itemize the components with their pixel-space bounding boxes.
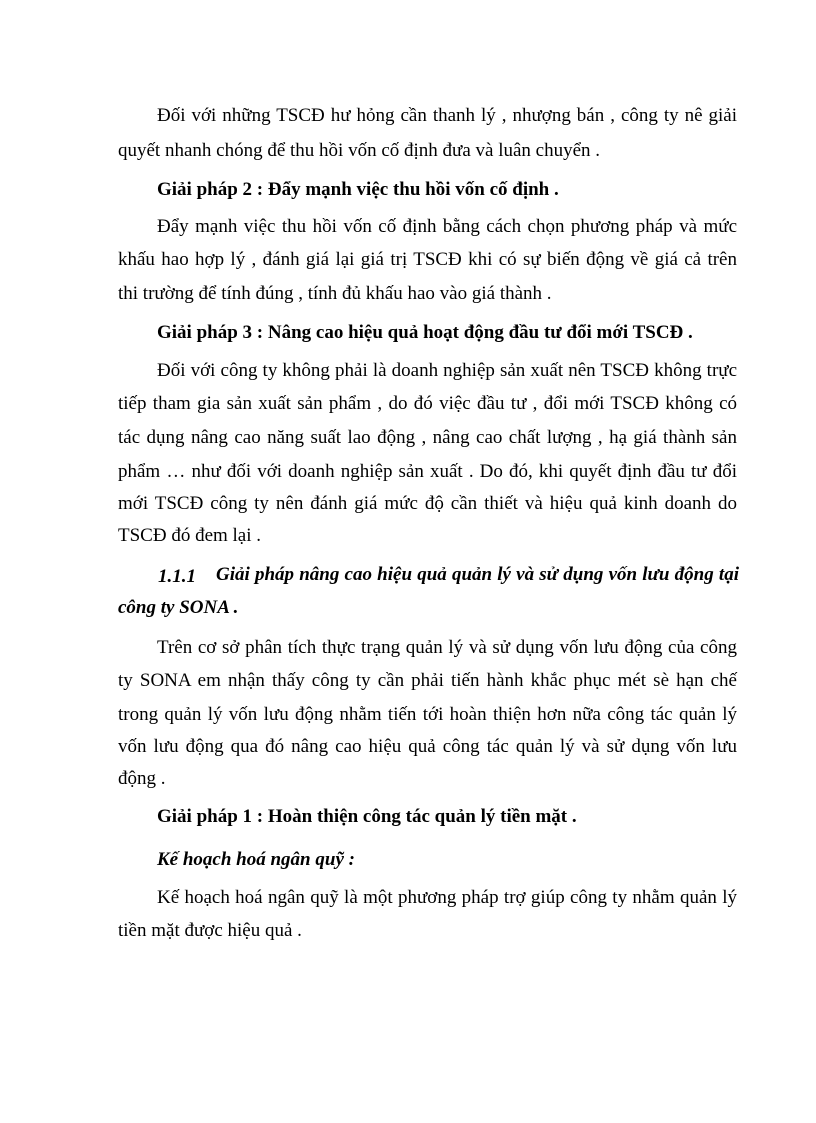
paragraph-4-line-3: trong quản lý vốn lưu động nhằm tiến tới hoàn thiện hơn nữa công tác quản lý xyxy=(118,704,737,725)
paragraph-3-line-6: TSCĐ đó đem lại . xyxy=(118,525,262,546)
heading-solution-2: Giải pháp 2 : Đẩy mạnh việc thu hồi vốn cố định . xyxy=(157,179,559,200)
paragraph-4-line-2: ty SONA em nhận thấy công ty cần phải tiến hành khắc phục mét sè hạn chế xyxy=(118,670,737,691)
section-number: 1.1.1 xyxy=(158,566,196,587)
section-title-line-2: công ty SONA . xyxy=(118,597,239,618)
paragraph-4-line-1: Trên cơ sở phân tích thực trạng quản lý và sử dụng vốn lưu động của công xyxy=(157,637,737,658)
paragraph-1-line-2: quyết nhanh chóng để thu hồi vốn cố định đưa và luân chuyển . xyxy=(118,140,601,161)
paragraph-2-line-3: thi trường để tính đúng , tính đủ khấu hao vào giá thành . xyxy=(118,283,552,304)
heading-solution-1: Giải pháp 1 : Hoàn thiện công tác quản lý tiền mặt . xyxy=(157,806,577,827)
paragraph-2-line-1: Đẩy mạnh việc thu hồi vốn cố định bằng cách chọn phương pháp và mức xyxy=(157,216,737,237)
paragraph-4-line-5: động . xyxy=(118,768,166,789)
paragraph-3-line-2: tiếp tham gia sản xuất sản phẩm , do đó việc đầu tư , đổi mới TSCĐ không có xyxy=(118,393,737,414)
paragraph-3-line-5: mới TSCĐ công ty nên đánh giá mức độ cần thiết và hiệu quả kinh doanh do xyxy=(118,493,737,514)
paragraph-4-line-4: vốn lưu động qua đó nâng cao hiệu quả công tác quản lý và sử dụng vốn lưu xyxy=(118,736,737,757)
paragraph-3-line-1: Đối với công ty không phải là doanh nghiệp sản xuất nên TSCĐ không trực xyxy=(157,360,737,381)
section-title-line-1: Giải pháp nâng cao hiệu quả quản lý và sử dụng vốn lưu động tại xyxy=(216,564,739,585)
sub-heading-cash-budgeting: Kế hoạch hoá ngân quỹ : xyxy=(157,849,355,870)
heading-solution-3: Giải pháp 3 : Nâng cao hiệu quả hoạt động đầu tư đổi mới TSCĐ . xyxy=(157,322,693,343)
paragraph-3-line-3: tác dụng nâng cao năng suất lao động , nâng cao chất lượng , hạ giá thành sản xyxy=(118,427,737,448)
paragraph-5-line-2: tiền mặt được hiệu quả . xyxy=(118,920,302,941)
paragraph-3-line-4: phẩm … như đối với doanh nghiệp sản xuất . Do đó, khi quyết định đầu tư đổi xyxy=(118,461,737,482)
paragraph-2-line-2: khấu hao hợp lý , đánh giá lại giá trị TSCĐ khi có sự biến động về giá cả trên xyxy=(118,249,737,270)
paragraph-1-line-1: Đối với những TSCĐ hư hỏng cần thanh lý , nhượng bán , công ty nê giải xyxy=(157,105,737,126)
paragraph-5-line-1: Kế hoạch hoá ngân quỹ là một phương pháp trợ giúp công ty nhằm quản lý xyxy=(157,887,737,908)
